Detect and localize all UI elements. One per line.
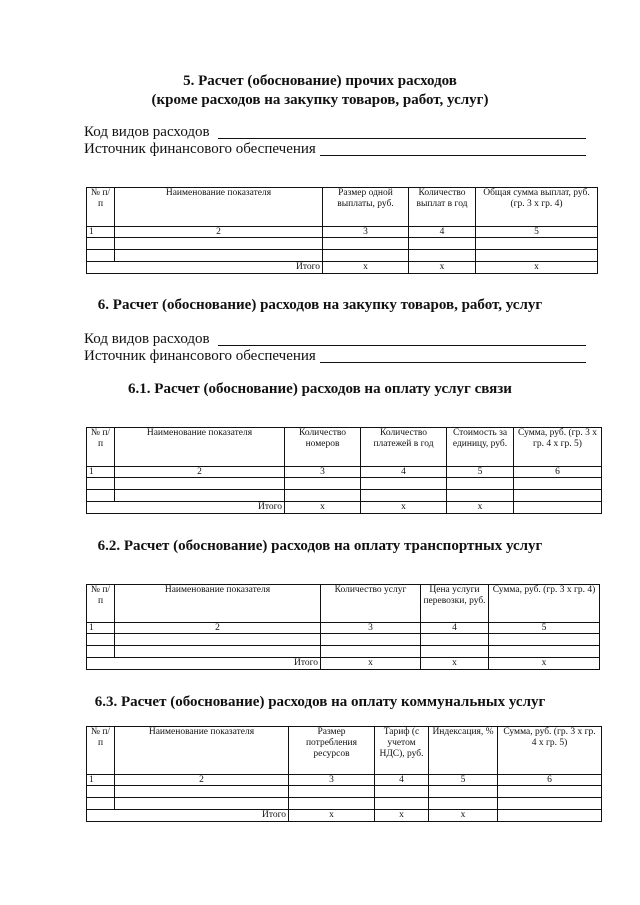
column-number: 2 <box>115 227 323 238</box>
table-cell[interactable] <box>514 478 602 490</box>
total-label: Итого <box>87 502 285 514</box>
total-mark: х <box>375 810 429 822</box>
total-mark: х <box>361 502 447 514</box>
header-cell: Стоимость за единицу, руб. <box>447 428 514 467</box>
header-cell: Сумма, руб. (гр. 3 х гр. 4) <box>489 585 600 623</box>
column-number: 5 <box>429 775 498 786</box>
table-cell[interactable] <box>514 490 602 502</box>
section-5-title-line2: (кроме расходов на закупку товаров, работ, услуг) <box>151 92 489 108</box>
table-cell[interactable] <box>421 634 489 646</box>
header-cell: № п/п <box>87 585 115 623</box>
expense-code-label: Код видов расходов <box>84 124 210 140</box>
total-mark: х <box>285 502 361 514</box>
column-number: 3 <box>323 227 409 238</box>
table-communication-services <box>86 427 602 514</box>
table-cell[interactable] <box>323 250 409 262</box>
total-mark: х <box>323 262 409 274</box>
total-mark: х <box>289 810 375 822</box>
column-number: 1 <box>87 227 115 238</box>
table-cell[interactable] <box>115 786 289 798</box>
table-cell[interactable] <box>87 490 115 502</box>
header-cell: Наименование показателя <box>115 727 289 775</box>
table-cell[interactable] <box>87 634 115 646</box>
table-cell <box>498 810 602 822</box>
section-6-1-title: 6.1. Расчет (обоснование) расходов на оплату услуг связи <box>128 381 512 397</box>
column-number: 6 <box>498 775 602 786</box>
expense-code-field[interactable] <box>218 345 586 346</box>
section-6-title: 6. Расчет (обоснование) расходов на закупку товаров, работ, услуг <box>97 297 543 313</box>
column-number: 4 <box>409 227 476 238</box>
column-number: 4 <box>421 623 489 634</box>
total-mark: х <box>447 502 514 514</box>
table-other-expenses <box>86 187 598 274</box>
column-number: 2 <box>115 623 321 634</box>
table-cell[interactable] <box>87 250 115 262</box>
header-cell: Количество номеров <box>285 428 361 467</box>
header-cell: Общая сумма выплат, руб. (гр. 3 х гр. 4) <box>476 188 598 227</box>
table-cell[interactable] <box>115 238 323 250</box>
column-number: 5 <box>476 227 598 238</box>
header-cell: № п/п <box>87 428 115 467</box>
table-cell[interactable] <box>489 646 600 658</box>
header-cell: Цена услуги перевозки, руб. <box>421 585 489 623</box>
table-cell[interactable] <box>321 634 421 646</box>
table-cell[interactable] <box>321 646 421 658</box>
table-cell[interactable] <box>498 786 602 798</box>
table-cell[interactable] <box>115 798 289 810</box>
expense-code-label: Код видов расходов <box>84 331 210 347</box>
table-cell[interactable] <box>409 250 476 262</box>
header-cell: Наименование показателя <box>115 188 323 227</box>
table-cell[interactable] <box>289 798 375 810</box>
header-cell: Количество платежей в год <box>361 428 447 467</box>
column-number: 1 <box>87 775 115 786</box>
table-cell[interactable] <box>476 238 598 250</box>
table-cell[interactable] <box>87 646 115 658</box>
header-cell: Размер одной выплаты, руб. <box>323 188 409 227</box>
column-number: 2 <box>115 467 285 478</box>
column-number: 2 <box>115 775 289 786</box>
table-cell[interactable] <box>285 490 361 502</box>
total-label: Итого <box>87 658 321 670</box>
header-cell: Индексация, % <box>429 727 498 775</box>
table-cell[interactable] <box>87 478 115 490</box>
total-label: Итого <box>87 262 323 274</box>
column-number: 4 <box>375 775 429 786</box>
table-cell[interactable] <box>285 478 361 490</box>
header-cell: Сумма, руб. (гр. 3 х гр. 4 х гр. 5) <box>498 727 602 775</box>
table-cell[interactable] <box>289 786 375 798</box>
funding-source-label: Источник финансового обеспечения <box>84 141 316 157</box>
table-cell[interactable] <box>375 798 429 810</box>
total-label: Итого <box>87 810 289 822</box>
table-cell[interactable] <box>421 646 489 658</box>
table-cell[interactable] <box>361 478 447 490</box>
expense-code-field[interactable] <box>218 138 586 139</box>
table-cell[interactable] <box>489 634 600 646</box>
table-cell[interactable] <box>115 478 285 490</box>
table-cell[interactable] <box>429 786 498 798</box>
column-number: 3 <box>285 467 361 478</box>
table-cell[interactable] <box>115 646 321 658</box>
column-number: 1 <box>87 623 115 634</box>
column-number: 5 <box>489 623 600 634</box>
header-cell: Размер потребления ресурсов <box>289 727 375 775</box>
header-cell: Сумма, руб. (гр. 3 х гр. 4 х гр. 5) <box>514 428 602 467</box>
funding-source-field[interactable] <box>320 362 586 363</box>
total-mark: х <box>409 262 476 274</box>
section-5-title-line1: 5. Расчет (обоснование) прочих расходов <box>183 73 457 89</box>
column-number: 3 <box>321 623 421 634</box>
header-cell: № п/п <box>87 727 115 775</box>
table-cell[interactable] <box>361 490 447 502</box>
table-cell[interactable] <box>498 798 602 810</box>
table-cell[interactable] <box>447 490 514 502</box>
total-mark: х <box>321 658 421 670</box>
table-cell[interactable] <box>115 490 285 502</box>
section-6-2-title: 6.2. Расчет (обоснование) расходов на оплату транспортных услуг <box>97 538 543 554</box>
header-cell: Количество услуг <box>321 585 421 623</box>
column-number: 3 <box>289 775 375 786</box>
funding-source-field[interactable] <box>320 155 586 156</box>
total-mark: х <box>476 262 598 274</box>
table-cell[interactable] <box>409 238 476 250</box>
table-cell[interactable] <box>476 250 598 262</box>
header-cell: Количество выплат в год <box>409 188 476 227</box>
column-number: 1 <box>87 467 115 478</box>
total-mark: х <box>489 658 600 670</box>
table-cell[interactable] <box>429 798 498 810</box>
header-cell: Наименование показателя <box>115 585 321 623</box>
table-cell[interactable] <box>87 238 115 250</box>
column-number: 5 <box>447 467 514 478</box>
total-mark: х <box>429 810 498 822</box>
table-utility-services <box>86 726 602 822</box>
section-6-3-title: 6.3. Расчет (обоснование) расходов на оплату коммунальных услуг <box>94 694 546 710</box>
header-cell: Наименование показателя <box>115 428 285 467</box>
table-cell[interactable] <box>447 478 514 490</box>
header-cell: Тариф (с учетом НДС), руб. <box>375 727 429 775</box>
table-cell <box>514 502 602 514</box>
funding-source-label: Источник финансового обеспечения <box>84 348 316 364</box>
header-cell: № п/п <box>87 188 115 227</box>
table-cell[interactable] <box>115 250 323 262</box>
table-cell[interactable] <box>87 798 115 810</box>
table-cell[interactable] <box>87 786 115 798</box>
column-number: 4 <box>361 467 447 478</box>
table-cell[interactable] <box>115 634 321 646</box>
table-transport-services <box>86 584 600 670</box>
table-cell[interactable] <box>375 786 429 798</box>
column-number: 6 <box>514 467 602 478</box>
total-mark: х <box>421 658 489 670</box>
table-cell[interactable] <box>323 238 409 250</box>
